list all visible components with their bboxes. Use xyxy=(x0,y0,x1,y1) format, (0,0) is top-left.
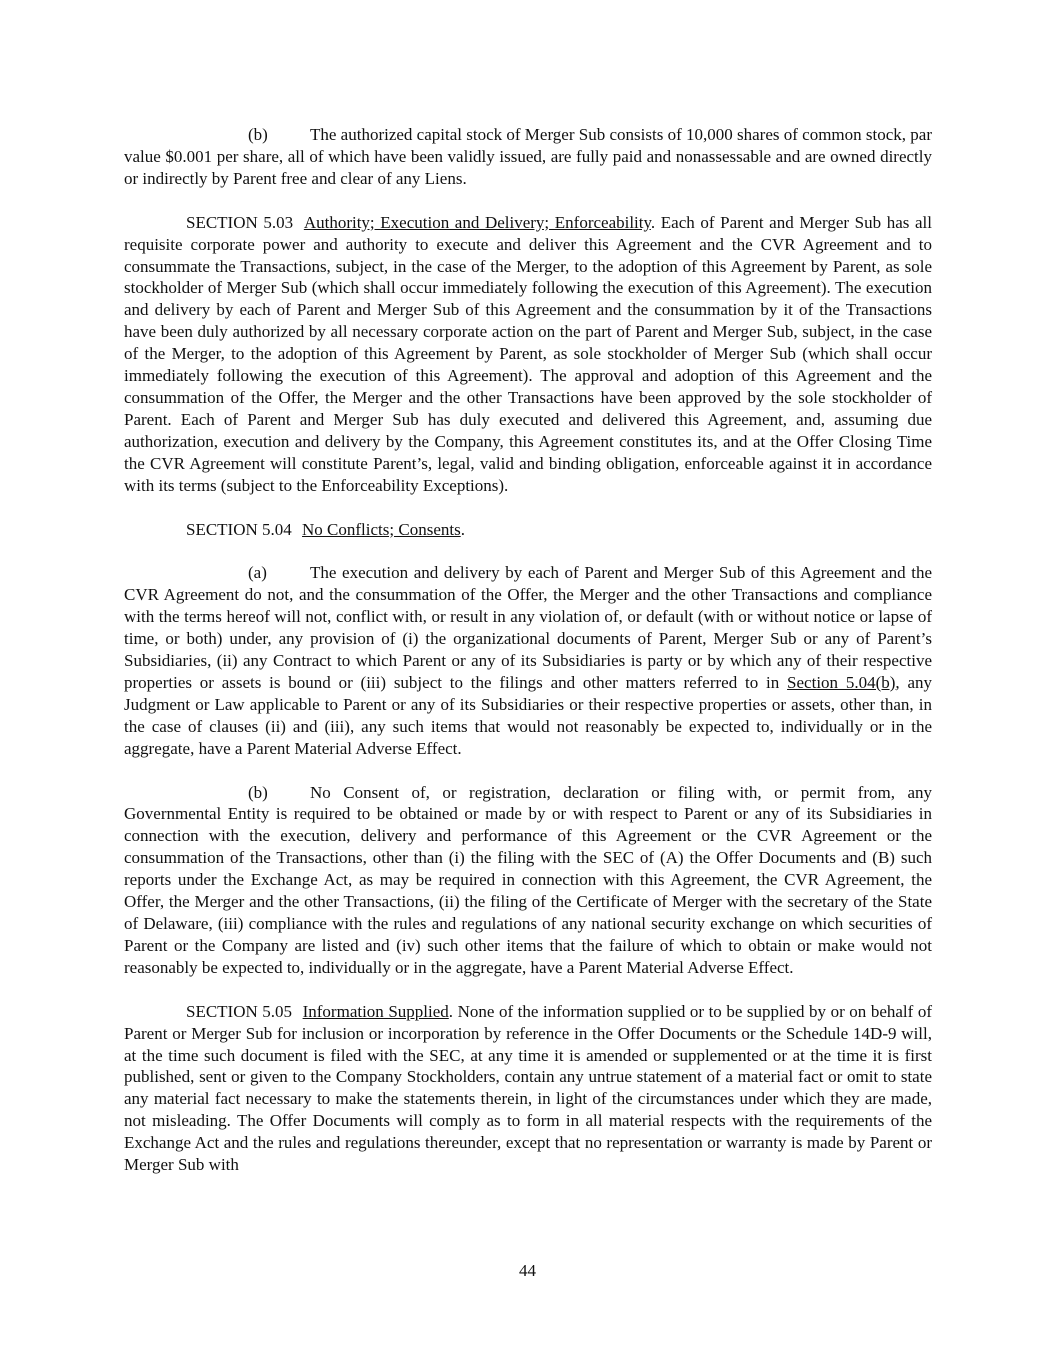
section-number: SECTION 5.05 xyxy=(186,1001,293,1021)
section-text: . None of the information supplied or to be supplied by or on behalf of Parent or Merger Sub for inclusion or incorporation by reference in the Offer Documents or the Schedule 14D-9 will, at the time such document is filed with the SEC, at any time it is amended or supplemented or at the time it is first published, sent or given to the Company Stockholders, contain any untrue statement of a material fact or omit to state any material fact necessary to make the statements therein, in light of the circumstances under which they are made, not misleading. The Offer Documents will comply as to form in all material respects with the requirements of the Exchange Act and the rules and regulations thereunder, except that no representation or warranty is made by Parent or Merger Sub with xyxy=(124,1001,932,1175)
section-title: Information Supplied xyxy=(302,1001,449,1021)
paragraph-5-04-b xyxy=(124,782,932,979)
section-title: Authority; Execution and Delivery; Enforceability xyxy=(303,212,651,232)
paragraph-5-04-a xyxy=(124,562,932,759)
clause-label: (a) xyxy=(248,563,267,583)
section-5-03 xyxy=(124,212,932,497)
paragraph-text: , any Judgment or Law applicable to Parent or any of its Subsidiaries or their respective properties or assets, other than, in the case of clauses (ii) and (iii), any such items that would not reasonably be expected to, individually or in the aggregate, have a Parent Material Adverse Effect. xyxy=(124,672,932,758)
paragraph-text: The authorized capital stock of Merger Sub consists of 10,000 shares of common stock, par value $0.001 per share, all of which have been validly issued, are fully paid and nonassessable and are owned directly or indirectly by Parent free and clear of any Liens. xyxy=(124,125,932,188)
cross-reference-link[interactable]: Section 5.04(b) xyxy=(787,672,896,692)
clause-label: (b) xyxy=(248,125,268,144)
paragraph-text: The execution and delivery by each of Parent and Merger Sub of this Agreement and the CVR Agreement do not, and the consummation of the Offer, the Merger and the other Transactions and compliance with the terms hereof will not, conflict with, or result in any violation of, or default (with or without notice or lapse of time, or both) under, any provision of (i) the organizational documents of Parent, Merger Sub or any of Parent’s Subsidiaries, (ii) any Contract to which Parent or any of its Subsidiaries is party or by which any of their respective properties or assets is bound or (iii) subject to the filings and other matters referred to in xyxy=(124,563,932,692)
document-body xyxy=(124,124,932,1198)
section-number: SECTION 5.03 xyxy=(186,212,294,232)
clause-label: (b) xyxy=(248,782,268,802)
page-number: 44 xyxy=(519,1261,536,1280)
section-number: SECTION 5.04 xyxy=(186,519,292,539)
section-5-04 xyxy=(124,519,932,541)
section-5-05 xyxy=(124,1001,932,1176)
paragraph-5-02-b xyxy=(124,124,932,190)
section-text: . Each of Parent and Merger Sub has all requisite corporate power and authority to execute and deliver this Agreement and the CVR Agreement and to consummate the Transactions, subject, in the case of the Merger, to the adoption of this Agreement by Parent, as sole stockholder of Merger Sub (which shall occur immediately following the execution of this Agreement). The execution and delivery by each of Parent and Merger Sub of this Agreement and the consummation by it of the Transactions have been duly authorized by all necessary corporate action on the part of Parent and Merger Sub, subject, in the case of the Merger, to the adoption of this Agreement by Parent, as sole stockholder of Merger Sub (which shall occur immediately following the execution of this Agreement). The approval and adoption of this Agreement and the consummation of the Offer, the Merger and the other Transactions have been approved by the sole stockholder of Parent. Each of Parent and Merger Sub has duly executed and delivered this Agreement, and, assuming due authorization, execution and delivery by the Company, this Agreement constitutes its, and at the Offer Closing Time the CVR Agreement will constitute Parent’s, legal, valid and binding obligation, enforceable against it in accordance with its terms (subject to the Enforceability Exceptions). xyxy=(124,212,932,495)
paragraph-text: No Consent of, or registration, declaration or filing with, or permit from, any Governmental Entity is required to be obtained or made by or with respect to Parent or any of its Subsidiaries in connection with the execution, delivery and performance of this Agreement or the CVR Agreement or the consummation of the Transactions, other than (i) the filing with the SEC of (A) the Offer Documents and (B) such reports under the Exchange Act, as may be required in connection with this Agreement, the CVR Agreement, the Offer, the Merger and the other Transactions, (ii) the filing of the Certificate of Merger with the secretary of the State of Delaware, (iii) compliance with the rules and regulations of any national security exchange on which securities of Parent or the Company are listed and (iv) such other items that the failure of which to obtain or make would not reasonably be expected to, individually or in the aggregate, have a Parent Material Adverse Effect. xyxy=(124,782,932,977)
section-title: No Conflicts; Consents xyxy=(302,519,461,539)
section-text: . xyxy=(460,519,465,539)
